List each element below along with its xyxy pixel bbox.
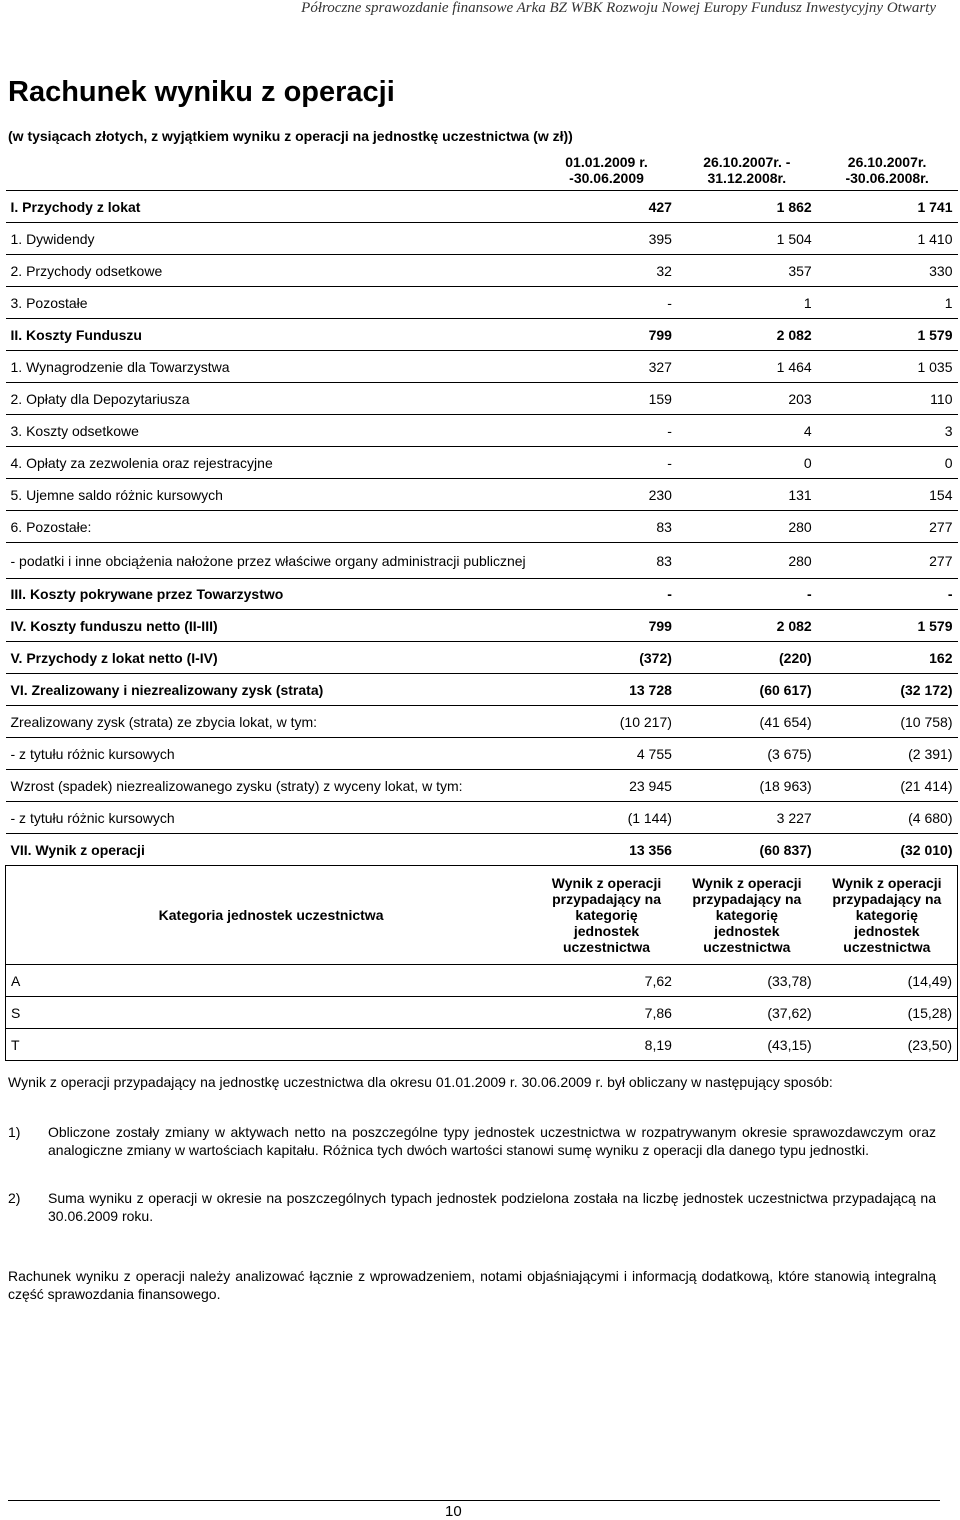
closing-paragraph: Rachunek wyniku z operacji należy analizować łącznie z wprowadzeniem, notami objaśniającymi i informacją dodatkową, które stanowią integralną część sprawozdania finansowego. — [8, 1268, 936, 1302]
row-dywidendy — [6, 223, 958, 255]
unit-value: (33,78) — [677, 965, 817, 997]
row-value: (3 675) — [677, 738, 817, 770]
row-label: 3. Pozostałe — [6, 287, 537, 319]
row-oplaty-depozytariusz — [6, 383, 958, 415]
unit-value: 7,62 — [536, 965, 677, 997]
list-text: Suma wyniku z operacji w okresie na poszczególnych typach jednostek podzielona została na liczbę jednostek uczestnictwa przypadającą na 30.06.2009 roku. — [48, 1190, 936, 1224]
row-przychody-z-lokat — [6, 191, 958, 223]
row-label: 2. Przychody odsetkowe — [6, 255, 537, 287]
row-podatki — [6, 543, 958, 579]
row-value: 83 — [536, 511, 677, 543]
list-text: Obliczone zostały zmiany w aktywach netto na poszczególne typy jednostek uczestnictwa w rozpatrywanym okresie sprawozdawczym oraz analogiczne zmiany w wartościach kapitału. Różnica tych dwóch wartości stanowi sumę wyniku z operacji dla danego typu jednostki. — [48, 1124, 936, 1158]
unit-category-label: T — [6, 1029, 537, 1061]
unit-value-header-3: Wynik z operacji przypadający na kategorię jednostek uczestnictwa — [817, 866, 958, 965]
row-label: - podatki i inne obciążenia nałożone przez właściwe organy administracji publicznej — [6, 543, 537, 579]
subtitle: (w tysiącach złotych, z wyjątkiem wyniku z operacji na jednostkę uczestnictwa (w zł)) — [8, 128, 573, 144]
row-value: 230 — [536, 479, 677, 511]
row-label: III. Koszty pokrywane przez Towarzystwo — [6, 579, 537, 610]
row-value: 1 579 — [817, 610, 958, 642]
unit-value: (23,50) — [817, 1029, 958, 1061]
unit-row-s — [6, 997, 958, 1029]
row-koszty-odsetkowe — [6, 415, 958, 447]
unit-row-a — [6, 965, 958, 997]
row-label: IV. Koszty funduszu netto (II-III) — [6, 610, 537, 642]
row-pozostale — [6, 287, 958, 319]
row-label: 2. Opłaty dla Depozytariusza — [6, 383, 537, 415]
unit-value: (14,49) — [817, 965, 958, 997]
row-label: - z tytułu różnic kursowych — [6, 738, 537, 770]
unit-value: (15,28) — [817, 997, 958, 1029]
row-value: 1 410 — [817, 223, 958, 255]
row-value: (4 680) — [817, 802, 958, 834]
list-number: 2) — [8, 1190, 21, 1206]
row-value: 277 — [817, 543, 958, 579]
row-ujemne-saldo — [6, 479, 958, 511]
row-value: 1 — [817, 287, 958, 319]
row-value: 1 — [677, 287, 817, 319]
row-label: Wzrost (spadek) niezrealizowanego zysku (straty) z wyceny lokat, w tym: — [6, 770, 537, 802]
row-label: 3. Koszty odsetkowe — [6, 415, 537, 447]
row-value: 154 — [817, 479, 958, 511]
row-wynik-z-operacji — [6, 834, 958, 866]
row-value: (2 391) — [817, 738, 958, 770]
column-header-1: 01.01.2009 r. -30.06.2009 — [536, 150, 677, 191]
row-value: 13 356 — [536, 834, 677, 866]
row-zysk-strata — [6, 674, 958, 706]
row-value: 4 — [677, 415, 817, 447]
row-label: VI. Zrealizowany i niezrealizowany zysk (strata) — [6, 674, 537, 706]
row-value: 427 — [536, 191, 677, 223]
unit-value: (37,62) — [677, 997, 817, 1029]
row-value: 13 728 — [536, 674, 677, 706]
row-value: 83 — [536, 543, 677, 579]
list-item-2 — [8, 1189, 936, 1225]
row-value: (10 217) — [536, 706, 677, 738]
running-header: Półroczne sprawozdanie finansowe Arka BZ WBK Rozwoju Nowej Europy Fundusz Inwestycyjny Otwarty — [301, 0, 936, 16]
row-value: - — [536, 415, 677, 447]
row-wzrost-spadek — [6, 770, 958, 802]
row-value: 110 — [817, 383, 958, 415]
row-value: - — [536, 447, 677, 479]
row-koszty-pokrywane — [6, 579, 958, 610]
row-value: 2 082 — [677, 610, 817, 642]
row-value: (32 172) — [817, 674, 958, 706]
row-value: (41 654) — [677, 706, 817, 738]
row-value: 1 035 — [817, 351, 958, 383]
row-przychody-netto — [6, 642, 958, 674]
unit-table-header-row — [6, 866, 958, 965]
row-value: - — [536, 287, 677, 319]
row-value: 3 — [817, 415, 958, 447]
row-value: 280 — [677, 543, 817, 579]
row-value: (372) — [536, 642, 677, 674]
row-value: (60 837) — [677, 834, 817, 866]
unit-category-label: S — [6, 997, 537, 1029]
income-statement-table — [5, 150, 958, 1061]
unit-value: 7,86 — [536, 997, 677, 1029]
row-value: 799 — [536, 319, 677, 351]
row-value: (60 617) — [677, 674, 817, 706]
row-value: (10 758) — [817, 706, 958, 738]
row-value: 0 — [817, 447, 958, 479]
row-value: 1 741 — [817, 191, 958, 223]
column-header-row — [6, 150, 958, 191]
intro-paragraph: Wynik z operacji przypadający na jednostkę uczestnictwa dla okresu 01.01.2009 r. 30.06.2009 r. był obliczany w następujący sposób: — [8, 1074, 833, 1090]
row-oplaty-zezwolenia — [6, 447, 958, 479]
list-number: 1) — [8, 1124, 21, 1140]
row-value: 2 082 — [677, 319, 817, 351]
unit-row-t — [6, 1029, 958, 1061]
page-title: Rachunek wyniku z operacji — [8, 76, 395, 108]
unit-value: 8,19 — [536, 1029, 677, 1061]
row-value: 4 755 — [536, 738, 677, 770]
row-value: 1 579 — [817, 319, 958, 351]
row-label: 4. Opłaty za zezwolenia oraz rejestracyjne — [6, 447, 537, 479]
unit-category-label: A — [6, 965, 537, 997]
row-value: 0 — [677, 447, 817, 479]
row-value: 357 — [677, 255, 817, 287]
row-wynagrodzenie — [6, 351, 958, 383]
row-value: 280 — [677, 511, 817, 543]
row-value: 131 — [677, 479, 817, 511]
list-item-1 — [8, 1123, 936, 1159]
row-label: 1. Dywidendy — [6, 223, 537, 255]
row-value: 159 — [536, 383, 677, 415]
row-value: (220) — [677, 642, 817, 674]
row-value: (21 414) — [817, 770, 958, 802]
row-label: I. Przychody z lokat — [6, 191, 537, 223]
row-koszty-netto — [6, 610, 958, 642]
row-roznice-kursowe-1 — [6, 738, 958, 770]
row-label: II. Koszty Funduszu — [6, 319, 537, 351]
column-header-3: 26.10.2007r. -30.06.2008r. — [817, 150, 958, 191]
row-przychody-odsetkowe — [6, 255, 958, 287]
row-value: 277 — [817, 511, 958, 543]
row-value: 1 862 — [677, 191, 817, 223]
row-value: 1 504 — [677, 223, 817, 255]
row-label: 6. Pozostałe: — [6, 511, 537, 543]
unit-value-header-2: Wynik z operacji przypadający na kategorię jednostek uczestnictwa — [677, 866, 817, 965]
column-header-2: 26.10.2007r. - 31.12.2008r. — [677, 150, 817, 191]
row-zrealizowany-zysk — [6, 706, 958, 738]
row-value: 32 — [536, 255, 677, 287]
row-value: 3 227 — [677, 802, 817, 834]
row-label: Zrealizowany zysk (strata) ze zbycia lokat, w tym: — [6, 706, 537, 738]
row-value: 395 — [536, 223, 677, 255]
row-label: 5. Ujemne saldo różnic kursowych — [6, 479, 537, 511]
row-value: - — [677, 579, 817, 610]
row-value: 162 — [817, 642, 958, 674]
row-value: 330 — [817, 255, 958, 287]
row-label: 1. Wynagrodzenie dla Towarzystwa — [6, 351, 537, 383]
row-label: V. Przychody z lokat netto (I-IV) — [6, 642, 537, 674]
row-value: 203 — [677, 383, 817, 415]
row-value: 23 945 — [536, 770, 677, 802]
row-koszty-funduszu — [6, 319, 958, 351]
row-value: - — [817, 579, 958, 610]
row-value: 1 464 — [677, 351, 817, 383]
row-value: - — [536, 579, 677, 610]
row-label: VII. Wynik z operacji — [6, 834, 537, 866]
header-label-cell — [6, 150, 537, 191]
category-header: Kategoria jednostek uczestnictwa — [6, 866, 537, 965]
row-value: 799 — [536, 610, 677, 642]
unit-value-header-1: Wynik z operacji przypadający na kategorię jednostek uczestnictwa — [536, 866, 677, 965]
row-value: (32 010) — [817, 834, 958, 866]
page-number: 10 — [445, 1503, 462, 1520]
row-label: - z tytułu różnic kursowych — [6, 802, 537, 834]
row-roznice-kursowe-2 — [6, 802, 958, 834]
row-pozostale-koszty — [6, 511, 958, 543]
row-value: (1 144) — [536, 802, 677, 834]
row-value: 327 — [536, 351, 677, 383]
unit-value: (43,15) — [677, 1029, 817, 1061]
row-value: (18 963) — [677, 770, 817, 802]
footer-divider — [8, 1500, 940, 1501]
